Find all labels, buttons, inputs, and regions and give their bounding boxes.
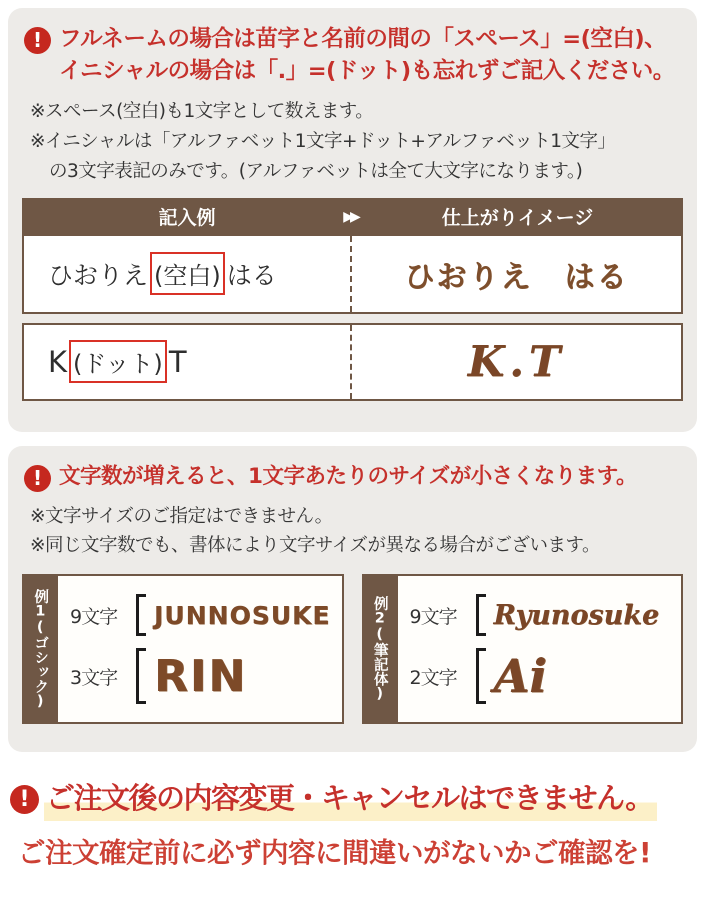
size-example-gothic <box>22 574 344 724</box>
panel1-notes <box>30 97 681 187</box>
table-header-row <box>22 198 683 236</box>
dot-marker-redbox: (ドット) <box>69 340 167 383</box>
entry-prefix: ひおりえ <box>48 260 149 290</box>
panel2-warning <box>20 462 685 493</box>
entry-suffix: T <box>168 344 187 379</box>
entry-example-table <box>22 198 683 401</box>
panel1-warning <box>20 24 685 88</box>
panel1-warning-text <box>59 24 675 88</box>
embroidery-sample-fullname: ひおりえ はる <box>404 259 629 295</box>
embroidery-sample-script-2: Ai <box>493 649 547 704</box>
table-row <box>22 323 683 401</box>
size-examples <box>22 574 683 724</box>
panel1-note-2-line2: の3文字表記のみです。(アルファベットは全て大文字になります。) <box>49 160 583 182</box>
embroidery-sample-gothic-9: JUNNOSUKE <box>154 600 331 630</box>
table-header-finished-image: 仕上がりイメージ <box>441 207 594 230</box>
panel2-notes <box>30 502 681 562</box>
bracket-icon <box>476 594 486 636</box>
panel1-note-2-line1: ※イニシャルは「アルファベット1文字+ドット+アルファベット1文字」 <box>30 130 616 152</box>
alert-icon: ! <box>24 27 51 54</box>
bracket-icon <box>476 648 486 704</box>
entry-prefix: K <box>48 344 68 379</box>
panel1-warning-line2: イニシャルの場合は「.」=(ドット)も忘れずご記入ください。 <box>59 57 675 84</box>
example1-label: 例1(ゴシック) <box>22 574 58 724</box>
space-marker-redbox: (空白) <box>150 252 225 295</box>
order-caution-footer <box>0 752 705 870</box>
example2-body <box>398 574 684 724</box>
char-count-label: 9文字 <box>409 605 457 628</box>
bracket-icon <box>136 648 146 704</box>
panel2-note-1: ※文字サイズのご指定はできません。 <box>30 505 333 527</box>
entry-example-fullname <box>24 236 352 312</box>
size-example-script <box>362 574 684 724</box>
panel1-note-1: ※スペース(空白)も1文字として数えます。 <box>30 100 374 122</box>
example2-row-2chars <box>410 648 678 704</box>
example1-body <box>58 574 344 724</box>
panel2-warning-text <box>59 462 637 493</box>
char-count-label: 3文字 <box>70 666 118 689</box>
entry-suffix: はる <box>226 260 277 290</box>
embroidery-sample-gothic-3: RIN <box>154 650 248 702</box>
footer-warning-line1 <box>10 779 697 821</box>
double-arrow-icon: ▶▶ <box>343 208 357 225</box>
character-size-panel <box>8 446 697 752</box>
char-count-label: 9文字 <box>70 605 118 628</box>
entry-example-initial <box>24 325 352 399</box>
finished-image-fullname <box>352 236 681 312</box>
table-row <box>22 236 683 314</box>
char-count-label: 2文字 <box>409 666 457 689</box>
embroidery-sample-initial: K.T <box>467 337 566 387</box>
embroidery-sample-script-9: Ryunosuke <box>493 599 660 631</box>
finished-image-initial <box>352 325 681 399</box>
bracket-icon <box>136 594 146 636</box>
confirm-before-order-notice: ご注文確定前に必ず内容に間違いがないかご確認を! <box>18 837 652 870</box>
example2-label: 例2(筆記体) <box>362 574 398 724</box>
panel1-warning-line1: フルネームの場合は苗字と名前の間の「スペース」=(空白)、 <box>59 26 667 52</box>
no-cancel-notice: ご注文後の内容変更・キャンセルはできません。 <box>44 779 657 821</box>
example1-row-3chars <box>70 648 338 704</box>
example1-row-9chars <box>70 594 338 636</box>
panel1-note-2 <box>30 127 681 187</box>
alert-icon: ! <box>10 785 39 814</box>
alert-icon: ! <box>24 465 51 492</box>
panel2-note-2: ※同じ文字数でも、書体により文字サイズが異なる場合がございます。 <box>30 535 601 557</box>
naming-rules-panel <box>8 8 697 432</box>
table-header-entry-example: 記入例 <box>158 207 216 230</box>
panel2-warning-line: 文字数が増えると、1文字あたりのサイズが小さくなります。 <box>59 464 638 489</box>
example2-row-9chars <box>410 594 678 636</box>
